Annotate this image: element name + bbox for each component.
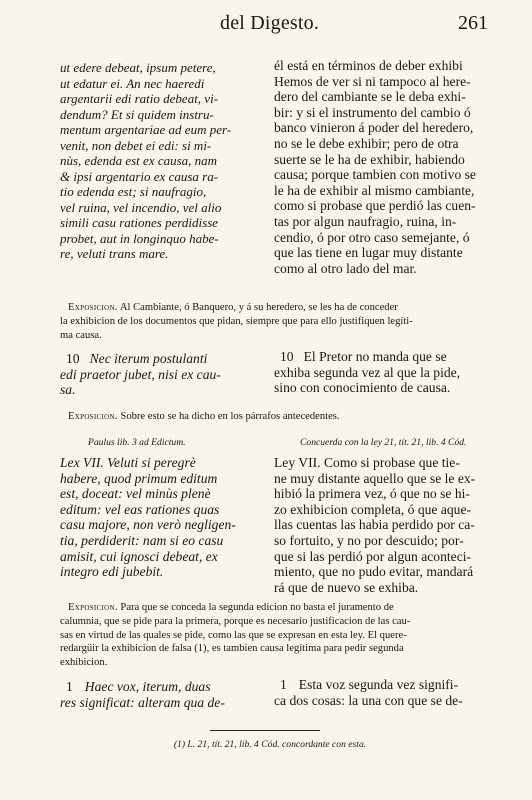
latin-line: nùs, edenda est ex causa, nam — [60, 153, 218, 168]
latin-line: re, veluti trans mare. — [60, 246, 169, 261]
latin-text-block-2 — [60, 351, 256, 398]
latin-line: integro edi jubebit. — [60, 564, 164, 580]
spanish-line: él está en términos de deber exhibi — [274, 58, 463, 73]
spanish-line: causa; porque tambien con motivo se — [274, 167, 476, 183]
spanish-line: hibió la primera vez, ó que no se hi- — [274, 486, 470, 502]
spanish-line: ca dos cosas: la una con que se de- — [274, 692, 463, 708]
spanish-line: le ha de exhibir al mismo cambiante, — [274, 182, 475, 198]
exposicion-text: sas en virtud de las quales se pide, como las que se expresan en esta ley. El quere- — [60, 629, 407, 641]
latin-line: mentum argentariae ad eum per- — [60, 122, 232, 137]
spanish-line: El Pretor no manda que se — [303, 349, 447, 364]
spanish-line: Esta voz segunda vez signifi- — [298, 677, 459, 692]
latin-line: probet, aut in longinquo habe- — [60, 230, 219, 246]
spanish-line: como al otro lado del mar. — [274, 260, 417, 276]
spanish-line: llas cuentas las habia perdido por ca- — [274, 517, 475, 533]
spanish-line: zo exhibicion completa, ó que aque- — [274, 501, 472, 517]
running-head: del Digesto. — [220, 12, 320, 34]
spanish-line: dero del cambiante se le deba exhi- — [274, 89, 466, 105]
latin-line: casu majore, non verò negligen- — [60, 517, 236, 533]
paragraph-number: 1 — [280, 677, 287, 692]
exposicion-commentary-3 — [60, 601, 480, 670]
page-number: 261 — [458, 12, 488, 34]
latin-line: dendum? Et si quidem instru- — [60, 106, 214, 122]
latin-line: venit, non debet ei edi: si mi- — [60, 137, 212, 153]
latin-line: editum: vel eas rationes quas — [60, 501, 220, 517]
exposicion-text: Sobre esto se ha dicho en los párrafos antecedentes. — [120, 411, 340, 422]
latin-line: res significat: alteram qua de- — [60, 694, 225, 710]
spanish-line: Ley VII. Como si probase que tie- — [274, 455, 460, 470]
latin-line: vel ruina, vel incendio, vel alio — [60, 199, 222, 215]
latin-line: sa. — [60, 382, 76, 398]
spanish-line: exhiba segunda vez al que la pide, — [274, 364, 461, 380]
footnote-rule — [210, 730, 320, 731]
latin-line: & ipsi argentario ex causa ra- — [60, 168, 219, 184]
latin-line: tia, perdiderit: nam si eo casu — [60, 532, 224, 548]
latin-line: est, doceat: vel minùs plenè — [60, 486, 211, 502]
spanish-text-block-1 — [274, 58, 480, 276]
exposicion-text: la exhibicion de los documentos que pidan, siempre que para ello justifiquen legíti- — [60, 315, 413, 327]
paragraph-number: 1 — [66, 679, 73, 694]
paragraph-number: 10 — [66, 351, 80, 366]
spanish-line: no se le debe exhibir; pero de otra — [274, 135, 459, 151]
spanish-line: banco vinieron á poder del heredero, — [274, 120, 474, 136]
footnote: (1) L. 21, tít. 21, lib. 4 Cód. concordante con esta. — [173, 739, 367, 750]
spanish-text-block-4 — [274, 677, 480, 708]
latin-line: Lex VII. Veluti si peregrè — [60, 455, 196, 470]
exposicion-label: Exposicion. — [68, 411, 118, 422]
spanish-line: rá que de nuevo se exhiba. — [274, 579, 419, 595]
latin-text-block-4 — [60, 679, 256, 710]
spanish-line: so fortuito, y no por descuido; por- — [274, 532, 464, 548]
spanish-text-ley-vii — [274, 455, 480, 595]
spanish-text-block-2 — [274, 349, 480, 396]
latin-line: habere, quod primum editum — [60, 470, 218, 486]
latin-line: argentarii edi ratio debeat, vi- — [60, 91, 219, 106]
exposicion-text: redargüir la exhibicion de falsa (1), es tambien causa legítima para pedir segunda — [60, 643, 404, 655]
spanish-line: bir: y si el instrumento del cambio ó — [274, 104, 471, 120]
exposicion-label: Exposicion. — [68, 602, 118, 613]
exposicion-text: exhibicion. — [60, 657, 108, 669]
paragraph-number: 10 — [280, 349, 294, 364]
exposicion-commentary-2 — [60, 410, 480, 424]
spanish-line: cendio, ó por otro caso semejante, ó — [274, 229, 470, 245]
spanish-line: suerte se le ha de exhibir, habiendo — [274, 151, 465, 167]
latin-text-block-1 — [60, 60, 256, 262]
spanish-line: como si probase que perdió las cuen- — [274, 198, 476, 214]
source-citation-left: Paulus lib. 3 ad Edictum. — [88, 437, 186, 448]
latin-line: Haec vox, iterum, duas — [84, 679, 211, 694]
exposicion-text: calumnia, que se pide para la primera, porque es necesario justificacion de las cau- — [60, 615, 411, 627]
spanish-line: que si las perdió por algun aconteci- — [274, 548, 472, 564]
latin-line: edi praetor jubet, nisi ex cau- — [60, 366, 221, 382]
exposicion-commentary-1 — [60, 301, 480, 342]
latin-line: tio edenda est; si naufragio, — [60, 184, 207, 199]
exposicion-text: ma causa. — [60, 329, 102, 341]
latin-line: amisit, cui ignosci debeat, ex — [60, 548, 218, 564]
exposicion-label: Exposicion. — [68, 302, 118, 313]
spanish-line: ne muy distante aquello que se le ex- — [274, 470, 476, 486]
spanish-line: Hemos de ver si ni tampoco al here- — [274, 73, 471, 89]
latin-line: ut edatur ei. An nec haeredi — [60, 75, 205, 91]
spanish-line: miento, que no pudo evitar, mandará — [274, 564, 474, 580]
spanish-line: sino con conocimiento de causa. — [274, 380, 451, 396]
source-citation-right: Concuerda con la ley 21, tít. 21, lib. 4 Cód. — [300, 437, 467, 448]
spanish-line: que las tiene en lugar muy distante — [274, 245, 463, 261]
latin-line: ut edere debeat, ipsum petere, — [60, 60, 216, 75]
latin-text-lex-vii — [60, 455, 256, 580]
latin-line: simili casu rationes perdidisse — [60, 215, 219, 230]
exposicion-text: Para que se conceda la segunda edicion no basta el juramento de — [120, 602, 394, 613]
spanish-line: tas por algun naufragio, ruina, in- — [274, 213, 457, 229]
exposicion-text: Al Cambiante, ó Banquero, y á su heredero, se les ha de conceder — [119, 302, 398, 313]
latin-line: Nec iterum postulanti — [89, 351, 208, 366]
